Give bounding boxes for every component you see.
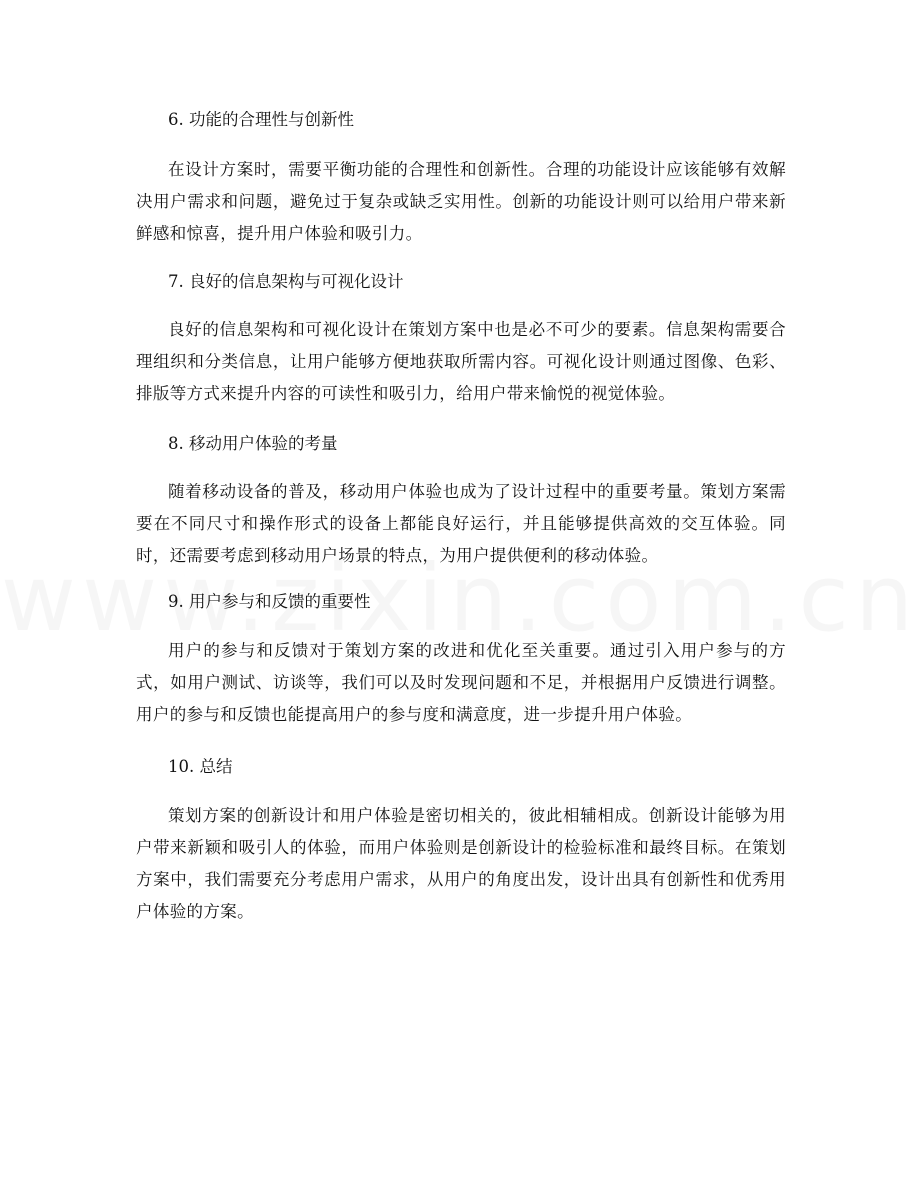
section-heading: 6. 功能的合理性与创新性 [168, 110, 354, 129]
section-heading: 9. 用户参与和反馈的重要性 [168, 592, 371, 611]
section-paragraph: 良好的信息架构和可视化设计在策划方案中也是必不可少的要素。信息架构需要合理组织和分类信息，让用户能够方便地获取所需内容。可视化设计则通过图像、色彩、排版等方式来提升内容的可读性和吸引力，给用户带来愉悦的视觉体验。 [136, 320, 786, 403]
section-9 [136, 587, 786, 731]
section-6 [136, 105, 786, 250]
section-paragraph: 在设计方案时，需要平衡功能的合理性和创新性。合理的功能设计应该能够有效解决用户需求和问题，避免过于复杂或缺乏实用性。创新的功能设计则可以给用户带来新鲜感和惊喜，提升用户体验和吸引力。 [136, 160, 786, 243]
section-7 [136, 267, 786, 410]
section-paragraph: 策划方案的创新设计和用户体验是密切相关的，彼此相辅相成。创新设计能够为用户带来新颖和吸引人的体验，而用户体验则是创新设计的检验标准和最终目标。在策划方案中，我们需要充分考虑用户需求，从用户的角度出发，设计出具有创新性和优秀用户体验的方案。 [136, 806, 786, 921]
section-heading: 8. 移动用户体验的考量 [168, 434, 338, 453]
section-heading: 7. 良好的信息架构与可视化设计 [168, 272, 404, 291]
section-heading: 10. 总结 [168, 757, 233, 776]
document-body [136, 105, 786, 944]
section-10 [136, 752, 786, 928]
section-paragraph: 用户的参与和反馈对于策划方案的改进和优化至关重要。通过引入用户参与的方式，如用户测试、访谈等，我们可以及时发现问题和不足，并根据用户反馈进行调整。用户的参与和反馈也能提高用户的参与度和满意度，进一步提升用户体验。 [136, 641, 786, 724]
section-paragraph: 随着移动设备的普及，移动用户体验也成为了设计过程中的重要考量。策划方案需要在不同尺寸和操作形式的设备上都能良好运行，并且能够提供高效的交互体验。同时，还需要考虑到移动用户场景的特点，为用户提供便利的移动体验。 [136, 482, 786, 565]
section-8 [136, 429, 786, 572]
